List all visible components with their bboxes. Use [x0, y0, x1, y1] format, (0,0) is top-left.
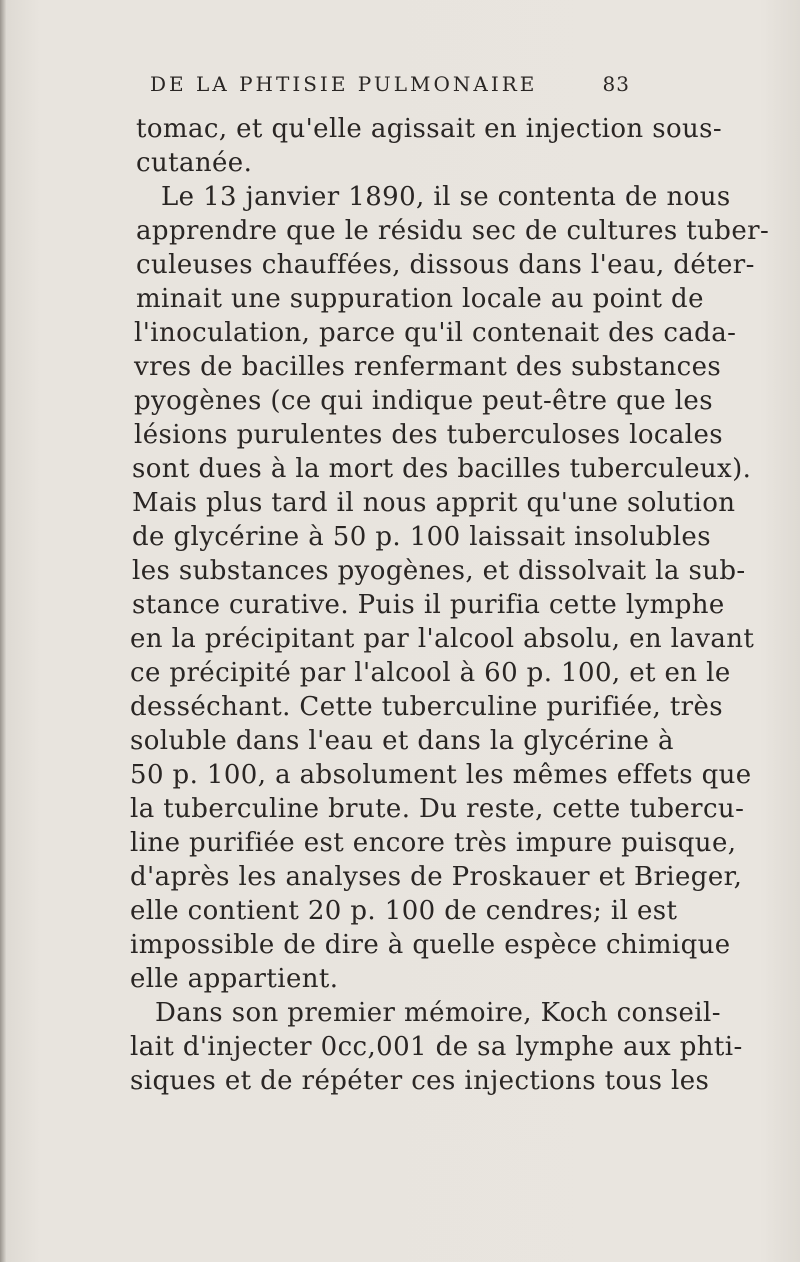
text-line: soluble dans l'eau et dans la glycérine à — [130, 726, 674, 756]
text-line: elle appartient. — [130, 964, 339, 994]
text-line: 50 p. 100, a absolument les mêmes effets que — [130, 760, 752, 790]
text-line: apprendre que le résidu sec de cultures tuber- — [136, 216, 770, 246]
text-line: desséchant. Cette tuberculine purifiée, très — [130, 692, 724, 722]
text-line: lait d'injecter 0cc,001 de sa lymphe aux phti- — [130, 1032, 743, 1062]
text-line: lésions purulentes des tuberculoses locales — [134, 420, 723, 450]
text-line: culeuses chauffées, dissous dans l'eau, déter- — [136, 250, 755, 280]
text-line: stance curative. Puis il purifia cette lymphe — [132, 590, 725, 620]
text-line: ce précipité par l'alcool à 60 p. 100, et en le — [130, 658, 731, 688]
text-line: impossible de dire à quelle espèce chimique — [130, 930, 731, 960]
text-line: line purifiée est encore très impure puisque, — [130, 828, 737, 858]
page-number: 83 — [602, 72, 630, 96]
text-line: de glycérine à 50 p. 100 laissait insolubles — [132, 522, 711, 552]
text-line: en la précipitant par l'alcool absolu, en lavant — [130, 624, 755, 654]
page-spine-shadow — [0, 0, 6, 1262]
running-title: DE LA PHTISIE PULMONAIRE — [150, 72, 538, 96]
text-line: les substances pyogènes, et dissolvait la sub- — [132, 556, 746, 586]
running-header — [150, 72, 630, 102]
text-line: d'après les analyses de Proskauer et Brieger, — [130, 862, 743, 892]
text-line: Mais plus tard il nous apprit qu'une solution — [132, 488, 736, 518]
text-line: l'inoculation, parce qu'il contenait des cada- — [134, 318, 737, 348]
text-line: Le 13 janvier 1890, il se contenta de nous — [161, 182, 731, 212]
text-line: siques et de répéter ces injections tous les — [130, 1066, 710, 1096]
text-line: sont dues à la mort des bacilles tuberculeux). — [132, 454, 752, 484]
text-line: pyogènes (ce qui indique peut-être que les — [134, 386, 713, 416]
text-line: cutanée. — [136, 148, 253, 178]
text-line: Dans son premier mémoire, Koch conseil- — [155, 998, 721, 1028]
text-line: tomac, et qu'elle agissait en injection sous- — [136, 114, 723, 144]
text-line: vres de bacilles renfermant des substances — [134, 352, 722, 382]
text-line: minait une suppuration locale au point de — [136, 284, 704, 314]
text-line: la tuberculine brute. Du reste, cette tubercu- — [130, 794, 745, 824]
text-line: elle contient 20 p. 100 de cendres; il est — [130, 896, 678, 926]
